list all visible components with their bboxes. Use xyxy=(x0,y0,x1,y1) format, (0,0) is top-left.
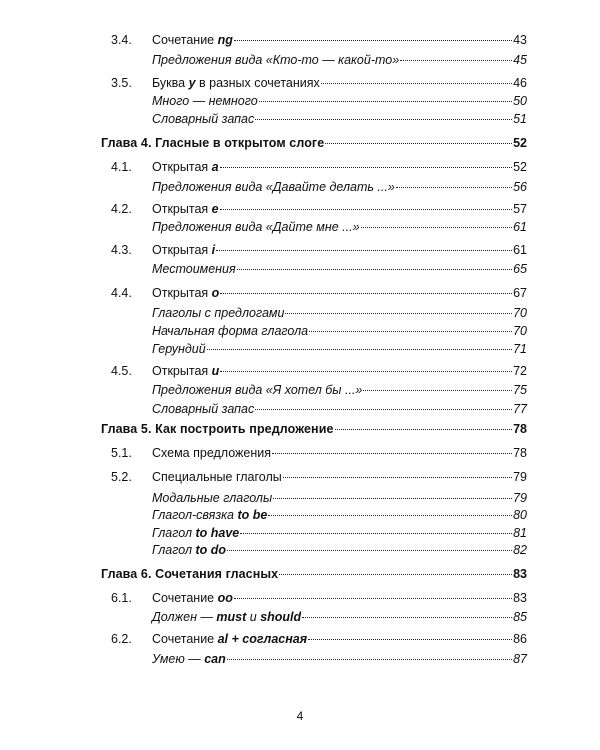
subsection-entry xyxy=(152,382,527,398)
entry-title xyxy=(152,305,284,321)
title-text: Открытая xyxy=(152,364,212,378)
dot-leader xyxy=(259,101,512,102)
page-ref: 81 xyxy=(513,526,527,540)
keyword: should xyxy=(260,610,302,624)
title-text: Открытая xyxy=(152,286,212,300)
entry-title xyxy=(152,363,219,379)
entry-title xyxy=(152,323,308,339)
page-ref: 43 xyxy=(513,33,527,47)
subsection-entry xyxy=(152,401,527,417)
entry-title xyxy=(152,75,320,91)
page-ref: 83 xyxy=(513,567,527,581)
title-text: Глагол xyxy=(152,543,196,557)
subsection-entry xyxy=(152,525,527,541)
dot-leader xyxy=(308,639,512,640)
dot-leader xyxy=(302,617,512,618)
page-ref: 87 xyxy=(513,652,527,666)
title-text: Глагол-связка xyxy=(152,508,238,522)
section-number: 5.1. xyxy=(111,446,132,460)
title-text: Предложения вида «Кто-то — какой-то» xyxy=(152,53,400,67)
subsection-entry xyxy=(152,111,527,127)
dot-leader xyxy=(220,293,512,294)
title-text: Местоимения xyxy=(152,262,236,276)
entry-title xyxy=(152,261,236,277)
page-ref: 45 xyxy=(513,53,527,67)
page-ref: 70 xyxy=(513,324,527,338)
section-entry xyxy=(111,363,527,379)
chapter-entry xyxy=(101,421,527,437)
section-entry xyxy=(111,32,527,48)
dot-leader xyxy=(268,515,512,516)
section-entry xyxy=(111,590,527,606)
page-ref: 82 xyxy=(513,543,527,557)
dot-leader xyxy=(283,477,512,478)
page-number: 4 xyxy=(296,709,304,723)
keyword: e xyxy=(211,202,219,216)
dot-leader xyxy=(255,119,512,120)
page-ref: 65 xyxy=(513,262,527,276)
section-number: 6.2. xyxy=(111,632,132,646)
entry-title xyxy=(152,382,362,398)
page-ref: 79 xyxy=(513,491,527,505)
dot-leader xyxy=(216,250,512,251)
entry-title xyxy=(101,566,278,582)
entry-title xyxy=(101,135,324,151)
keyword: to have xyxy=(195,526,240,540)
title-text: Умею — xyxy=(152,652,205,666)
dot-leader xyxy=(363,390,512,391)
entry-title xyxy=(152,469,282,485)
dot-leader xyxy=(396,187,512,188)
dot-leader xyxy=(309,331,512,332)
subsection-entry xyxy=(152,179,527,195)
title-text: в разных сочетаниях xyxy=(195,76,320,90)
title-text: Схема предложения xyxy=(152,446,272,460)
section-number: 4.4. xyxy=(111,286,132,300)
subsection-entry xyxy=(152,507,527,523)
dot-leader xyxy=(234,40,512,41)
page-ref: 71 xyxy=(513,342,527,356)
title-text: Предложения вида «Давайте делать ...» xyxy=(152,180,395,194)
subsection-entry xyxy=(152,93,527,109)
page-ref: 75 xyxy=(513,383,527,397)
keyword: can xyxy=(204,652,226,666)
section-entry xyxy=(111,285,527,301)
entry-title xyxy=(152,93,258,109)
title-text: Модальные глаголы xyxy=(152,491,273,505)
title-text: и xyxy=(246,610,261,624)
page-ref: 61 xyxy=(513,243,527,257)
dot-leader xyxy=(207,349,512,350)
page-ref: 83 xyxy=(513,591,527,605)
page-ref: 52 xyxy=(513,136,527,150)
subsection-entry xyxy=(152,341,527,357)
dot-leader xyxy=(227,659,512,660)
page-ref: 46 xyxy=(513,76,527,90)
dot-leader xyxy=(234,598,512,599)
page-ref: 72 xyxy=(513,364,527,378)
subsection-entry xyxy=(152,219,527,235)
dot-leader xyxy=(237,269,512,270)
dot-leader xyxy=(273,498,512,499)
section-number: 4.2. xyxy=(111,202,132,216)
title-text: Сочетание xyxy=(152,632,218,646)
entry-title xyxy=(152,201,219,217)
entry-title xyxy=(152,242,215,258)
page-ref: 79 xyxy=(513,470,527,484)
title-text: Много — немного xyxy=(152,94,258,108)
section-entry xyxy=(111,159,527,175)
title-text: Словарный запас xyxy=(152,402,255,416)
chapter-entry xyxy=(101,566,527,582)
chapter-entry xyxy=(101,135,527,151)
section-entry xyxy=(111,242,527,258)
title-text: Сочетание xyxy=(152,591,218,605)
title-text: Глагол xyxy=(152,526,196,540)
page-ref: 78 xyxy=(513,446,527,460)
dot-leader xyxy=(321,83,512,84)
dot-leader xyxy=(400,60,512,61)
entry-title xyxy=(101,421,334,437)
section-number: 3.5. xyxy=(111,76,132,90)
title-text: Словарный запас xyxy=(152,112,255,126)
entry-title xyxy=(152,651,226,667)
subsection-entry xyxy=(152,323,527,339)
keyword: ng xyxy=(217,33,233,47)
section-number: 3.4. xyxy=(111,33,132,47)
page-ref: 56 xyxy=(513,180,527,194)
keyword: i xyxy=(211,243,216,257)
section-entry xyxy=(111,469,527,485)
title-text: Специальные глаголы xyxy=(152,470,282,484)
section-number: 5.2. xyxy=(111,470,132,484)
entry-title xyxy=(152,52,399,68)
title-text: Герундий xyxy=(152,342,206,356)
entry-title xyxy=(152,32,233,48)
section-number: 4.1. xyxy=(111,160,132,174)
dot-leader xyxy=(285,313,512,314)
dot-leader xyxy=(272,453,512,454)
section-number: 6.1. xyxy=(111,591,132,605)
subsection-entry xyxy=(152,651,527,667)
dot-leader xyxy=(220,209,513,210)
entry-title xyxy=(152,179,395,195)
entry-title xyxy=(152,609,301,625)
keyword: o xyxy=(211,286,220,300)
page-ref: 67 xyxy=(513,286,527,300)
page-ref: 50 xyxy=(513,94,527,108)
entry-title xyxy=(152,285,219,301)
title-text: Должен — xyxy=(152,610,217,624)
subsection-entry xyxy=(152,490,527,506)
entry-title xyxy=(152,219,360,235)
title-text: Глава 4. Гласные в открытом слоге xyxy=(101,136,325,150)
section-entry xyxy=(111,75,527,91)
page-ref: 86 xyxy=(513,632,527,646)
dot-leader xyxy=(255,409,512,410)
entry-title xyxy=(152,159,219,175)
title-text: Предложения вида «Дайте мне ...» xyxy=(152,220,360,234)
title-text: Глава 5. Как построить предложение xyxy=(101,422,334,436)
dot-leader xyxy=(325,143,512,144)
dot-leader xyxy=(220,167,513,168)
section-number: 4.5. xyxy=(111,364,132,378)
keyword: oo xyxy=(217,591,233,605)
page-ref: 78 xyxy=(513,422,527,436)
dot-leader xyxy=(240,533,512,534)
keyword: u xyxy=(211,364,220,378)
title-text: Глава 6. Сочетания гласных xyxy=(101,567,279,581)
entry-title xyxy=(152,542,226,558)
title-text: Открытая xyxy=(152,202,212,216)
keyword: a xyxy=(211,160,219,174)
title-text: Буква xyxy=(152,76,189,90)
page-ref: 80 xyxy=(513,508,527,522)
title-text: Сочетание xyxy=(152,33,218,47)
page-ref: 77 xyxy=(513,402,527,416)
section-entry xyxy=(111,201,527,217)
keyword: to be xyxy=(237,508,268,522)
entry-title xyxy=(152,490,272,506)
subsection-entry xyxy=(152,542,527,558)
keyword: y xyxy=(188,76,196,90)
entry-title xyxy=(152,445,271,461)
entry-title xyxy=(152,507,267,523)
section-number: 4.3. xyxy=(111,243,132,257)
subsection-entry xyxy=(152,305,527,321)
page-ref: 70 xyxy=(513,306,527,320)
entry-title xyxy=(152,525,239,541)
subsection-entry xyxy=(152,609,527,625)
title-text: Начальная форма глагола xyxy=(152,324,309,338)
keyword: to do xyxy=(195,543,227,557)
entry-title xyxy=(152,111,254,127)
dot-leader xyxy=(361,227,513,228)
page-ref: 85 xyxy=(513,610,527,624)
title-text: Глаголы с предлогами xyxy=(152,306,285,320)
entry-title xyxy=(152,341,206,357)
entry-title xyxy=(152,401,254,417)
page-ref: 51 xyxy=(513,112,527,126)
title-text: Предложения вида «Я хотел бы ...» xyxy=(152,383,363,397)
subsection-entry xyxy=(152,52,527,68)
entry-title xyxy=(152,631,307,647)
dot-leader xyxy=(220,371,512,372)
title-text: Открытая xyxy=(152,160,212,174)
title-text: Открытая xyxy=(152,243,212,257)
section-entry xyxy=(111,445,527,461)
dot-leader xyxy=(279,574,512,575)
page-ref: 52 xyxy=(513,160,527,174)
page-ref: 57 xyxy=(513,202,527,216)
section-entry xyxy=(111,631,527,647)
page-ref: 61 xyxy=(513,220,527,234)
keyword: must xyxy=(216,610,247,624)
dot-leader xyxy=(227,550,512,551)
subsection-entry xyxy=(152,261,527,277)
dot-leader xyxy=(335,429,513,430)
entry-title xyxy=(152,590,233,606)
keyword: al + согласная xyxy=(217,632,308,646)
